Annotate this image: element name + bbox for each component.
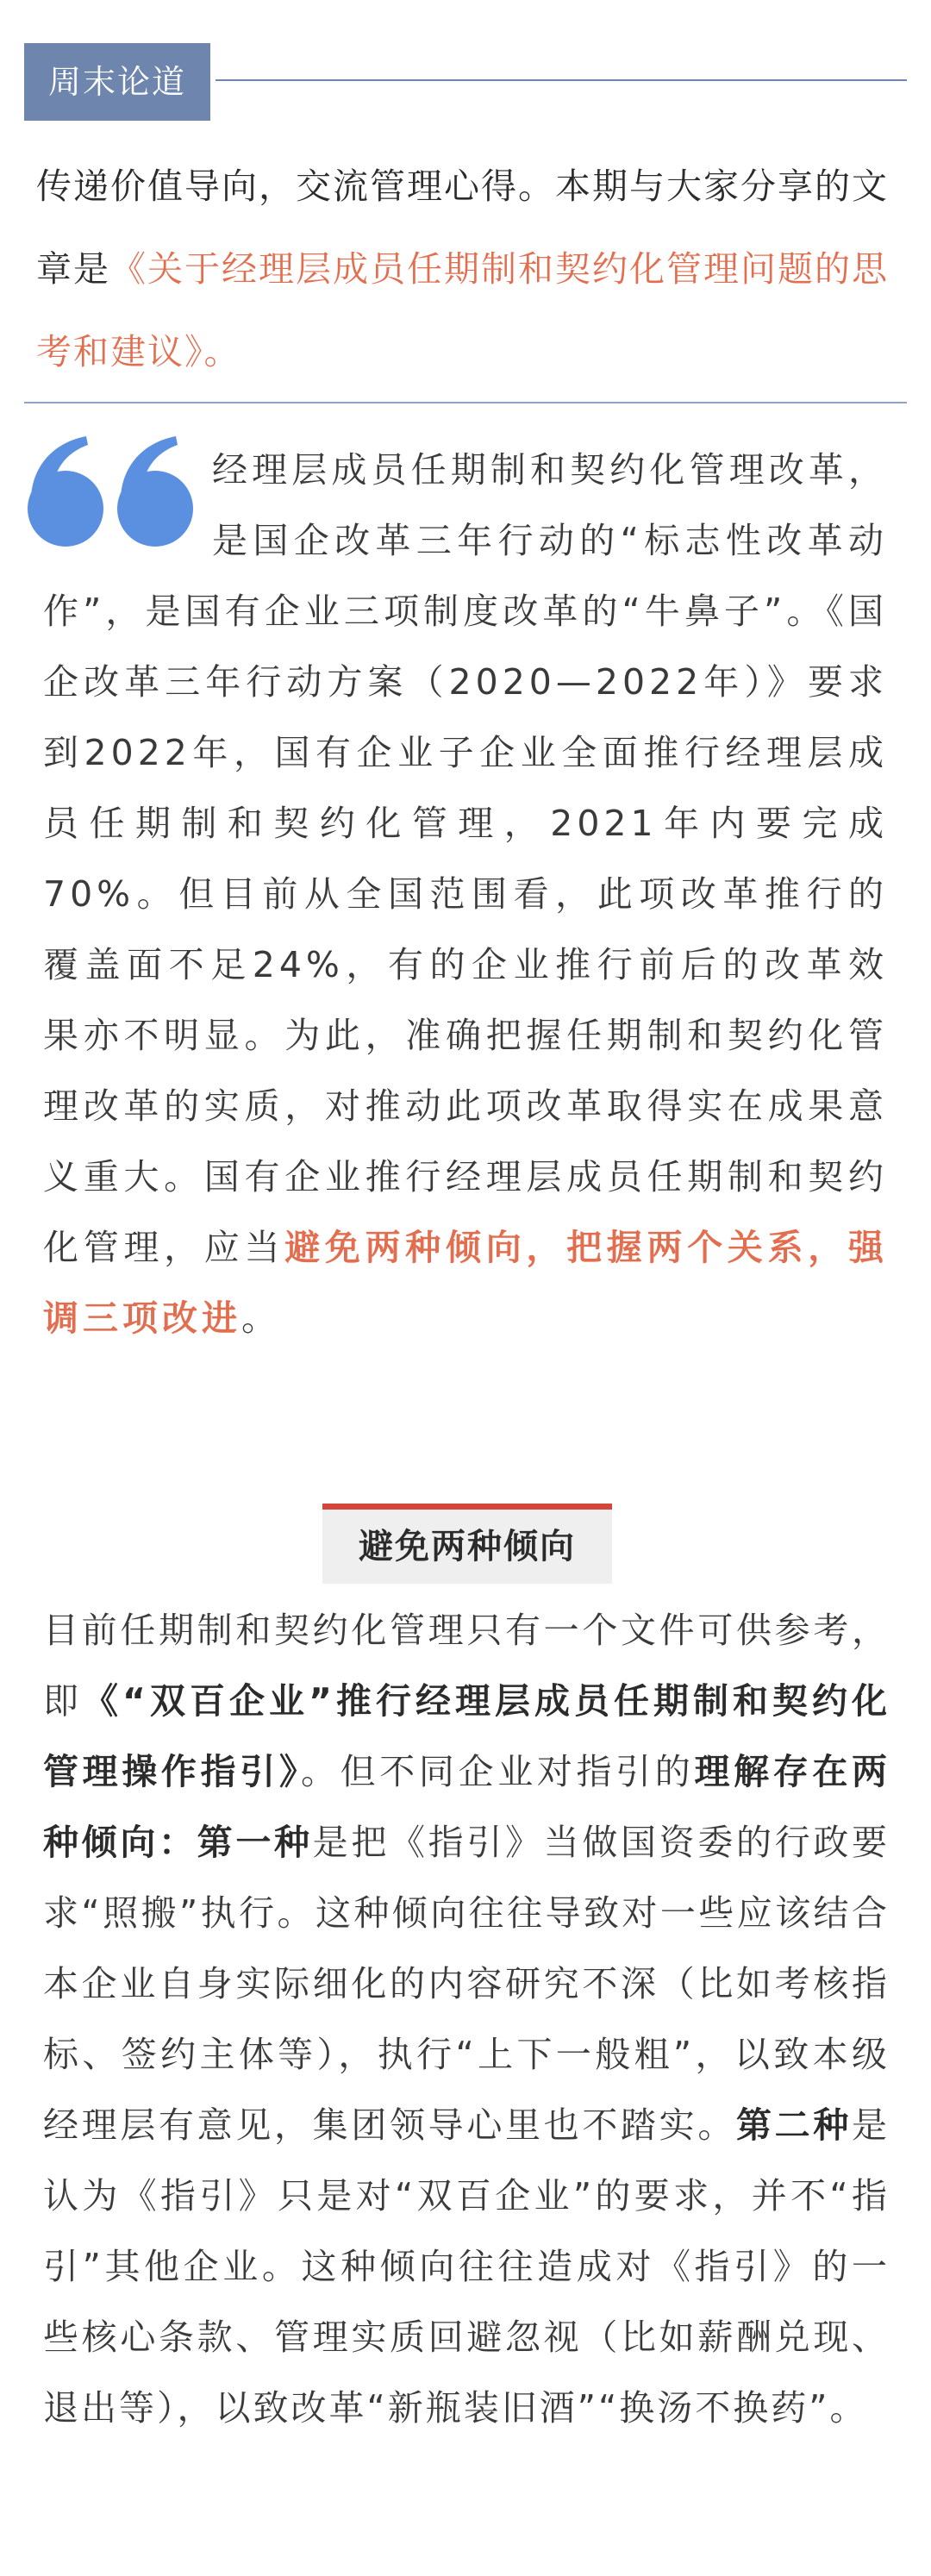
intro-paragraph — [36, 145, 898, 393]
body-text-2: 。但不同企业对指引的 — [301, 1751, 695, 1792]
quote-paragraph — [43, 435, 888, 1354]
quote-highlight: 避免两种倾向，把握两个关系，强调三项改进 — [43, 1227, 889, 1339]
quote-text-end: 。 — [241, 1297, 281, 1339]
column-tag: 周末论道 — [24, 43, 210, 121]
two-tendencies-label: 理解存在两种倾向：第一种 — [43, 1751, 890, 1863]
quote-mark-icon — [24, 436, 197, 548]
body-text-4: 是认为《指引》只是对“双百企业”的要求，并不“指引”其他企业。这种倾向往往造成对《指引》的一些核心条款、管理实质回避忽视（比如薪酬兑现、退出等），以致改革“新瓶装旧酒”“换汤不换药”。 — [43, 2104, 890, 2429]
header-rule — [216, 79, 907, 81]
column-header — [24, 43, 907, 121]
section-heading: 避免两种倾向 — [322, 1504, 612, 1584]
quote-text-main: 经理层成员任期制和契约化管理改革，是国企改革三年行动的“标志性改革动作”，是国有企业三项制度改革的“牛鼻子”。《国企改革三年行动方案（2020—2022年）》要求到2022年，国有企业子企业全面推行经理层成员任期制和契约化管理，2021年内要完成70%。但目前从全国范围看，此项改革推行的覆盖面不足24%，有的企业推行前后的改革效果亦不明显。为此，准确把握任期制和契约化管理改革的实质，对推动此项改革取得实在成果意义重大。国有企业推行经理层成员任期制和契约化管理，应当 — [43, 449, 888, 1268]
guideline-title: 《“双百企业”推行经理层成员任期制和契约化管理操作指引》 — [43, 1680, 890, 1792]
body-text-1: 目前任期制和契约化管理只有一个文件可供参考，即 — [43, 1610, 890, 1722]
body-text-3: 是把《指引》当做国资委的行政要求“照搬”执行。这种倾向往往导致对一些应该结合本企业自身实际细化的内容研究不深（比如考核指标、签约主体等），执行“上下一般粗”，以致本级经理层有意见，集团领导心里也不踏实。 — [43, 1822, 890, 2146]
intro-divider — [24, 402, 907, 403]
article-title: 《关于经理层成员任期制和契约化管理问题的思考和建议》。 — [36, 248, 889, 372]
body-paragraph — [43, 1595, 890, 2443]
second-tendency-label: 第二种 — [736, 2104, 852, 2146]
quote-block — [43, 435, 888, 1354]
intro-text: 传递价值导向，交流管理心得。本期与大家分享的文章是 — [36, 166, 889, 290]
